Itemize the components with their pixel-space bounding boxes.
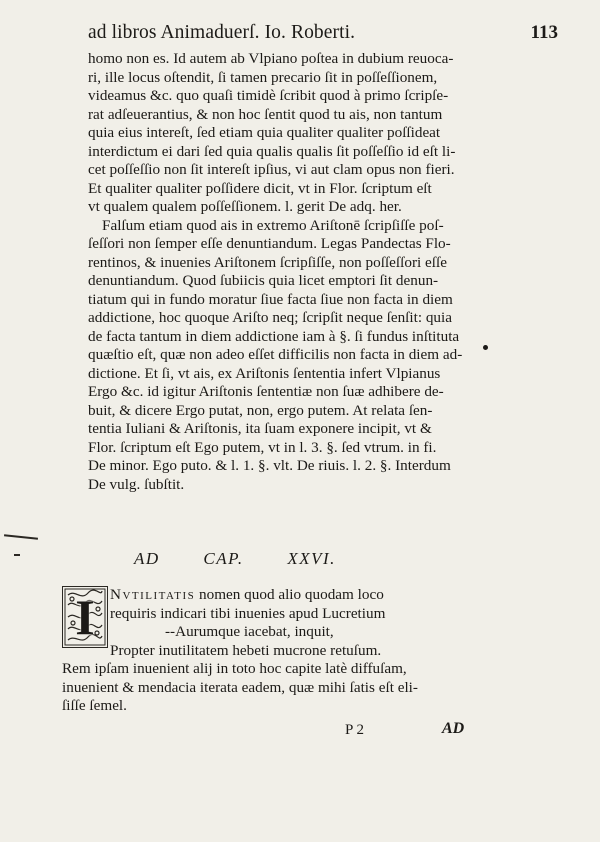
text-line: de facta tantum in diem addictione iam à §. ſi fundus inſtituta	[88, 327, 460, 345]
text-line: De minor. Ego puto. & l. 1. §. vlt. De riuis. l. 2. §. Interdum	[88, 457, 451, 474]
verse-line: --Aurumque iacebat, inquit,	[165, 623, 334, 640]
paragraph-2	[88, 217, 473, 495]
signature-mark: P 2	[345, 722, 365, 738]
text-line: inuenient & mendacia iterata eadem, quæ mihi ſatis eſt eli-	[62, 678, 418, 696]
text-line: homo non es. Id autem ab Vlpiano poſtea in dubium reuoca-	[88, 50, 454, 67]
text-fragment: nomen quod alio quodam loco	[199, 586, 384, 603]
verse-line: Propter inutilitatem hebeti mucrone retuſum.	[110, 641, 382, 659]
text-line: denuntiandum. Quod ſubiicis quia licet emptori ſit denun-	[88, 272, 439, 289]
chapter-heading: AD CAP. XXVI.	[134, 549, 336, 568]
text-line: Et qualiter qualiter poſſidere dicit, vt in Flor. ſcriptum eſt	[88, 179, 432, 197]
text-line: videamus &c. quo quaſi timidè ſcribit quod à primo ſcripſe-	[88, 87, 449, 104]
text-line: ſiſſe ſemel.	[62, 697, 127, 714]
chapter-continuation	[62, 660, 482, 716]
text-line: buit, & dicere Ergo putat, non, ergo putem. At relata ſen-	[88, 401, 433, 419]
margin-mark	[14, 554, 20, 556]
text-line: Rem ipſam inuenient alij in toto hoc capite latè diffuſam,	[62, 660, 407, 677]
chapter-opening	[110, 586, 480, 660]
text-line: requiris indicari tibi inuenies apud Lucretium	[110, 604, 386, 622]
text-line: Falſum etiam quod ais in extremo Ariſtonē ſcripſiſſe poſ-	[102, 216, 444, 234]
ink-blot	[483, 345, 488, 350]
text-line: ſeſſori non ſemper eſſe denuntiandum. Legas Pandectas Flo-	[88, 235, 451, 252]
first-word: Nvtilitatis	[110, 586, 196, 603]
body-text	[88, 50, 473, 494]
text-line: tentia Iuliani & Ariſtonis, ita ſuam exponere incipit, vt &	[88, 420, 432, 437]
text-line: ri, ille locus oſtendit, ſi tamen precario ſit in poſſeſſionem,	[88, 68, 438, 86]
text-line: vt qualem qualem poſſeſſionem. l. gerit De adq. her.	[88, 198, 402, 215]
text-line: quæſtio eſt, quæ non adeo eſſet difficilis non facta in diem ad-	[88, 346, 463, 363]
text-line	[110, 586, 480, 605]
text-line: rentinos, & inuenies Ariſtonem ſcripſiſſe, non poſſeſſori eſſe	[88, 253, 447, 271]
text-line: interdictum ei dari ſed quia qualis qualis ſit poſſeſſio id eſt li-	[88, 142, 456, 160]
running-head	[88, 22, 558, 46]
drop-cap-letter: I	[75, 589, 95, 645]
margin-rule	[4, 534, 38, 540]
text-line: tiatum qui in fundo moratur ſiue facta ſiue non facta in diem	[88, 290, 453, 308]
page-number: 113	[530, 22, 558, 43]
text-line: Flor. ſcriptum eſt Ego putem, vt in l. 3. §. ſed vtrum. in fi.	[88, 438, 437, 456]
running-title: ad libros Animaduerſ. Io. Roberti.	[88, 22, 356, 43]
ornamental-initial	[62, 586, 108, 648]
text-line: quia eius intereſt, ſed etiam quia qualiter qualiter poſſideat	[88, 124, 441, 141]
text-line: dictione. Et ſi, vt ais, ex Ariſtonis ſententia infert Vlpianus	[88, 364, 441, 382]
text-line: Ergo &c. id igitur Ariſtonis ſententiæ non ſuæ adhibere de-	[88, 383, 444, 400]
text-line: addictione, hoc quoque Ariſto neq; ſcripſit neque ſenſit: quia	[88, 309, 452, 326]
text-line: rat adſeuerantius, & non hoc ſentit quod tu ais, non tantum	[88, 105, 443, 123]
text-line: cet poſſeſſio non ſit intereſt ipſius, vi aut clam opus non fieri.	[88, 161, 455, 178]
text-line: De vulg. ſubſtit.	[88, 475, 185, 493]
paragraph-1	[88, 50, 473, 217]
catchword: AD	[442, 720, 465, 737]
